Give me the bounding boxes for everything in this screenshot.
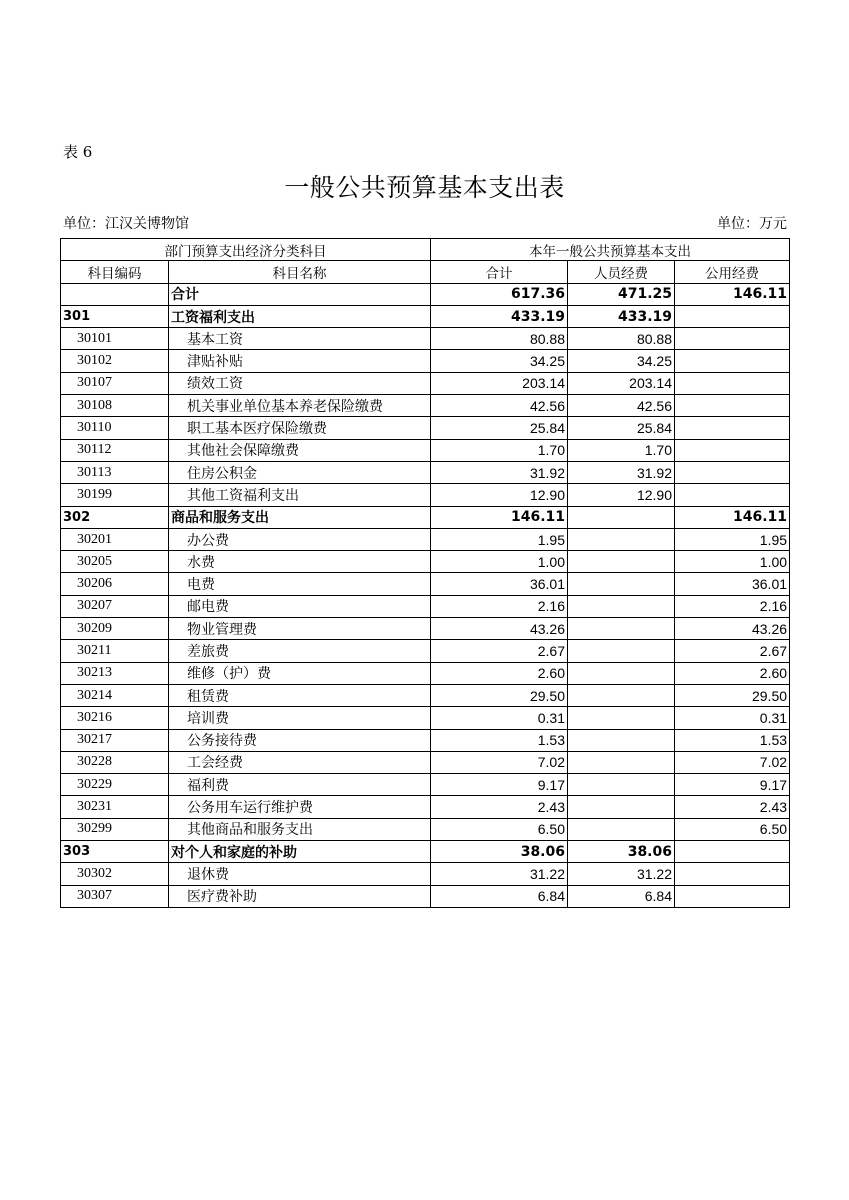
cell-name: 机关事业单位基本养老保险缴费	[169, 395, 431, 417]
table-row	[61, 461, 790, 483]
cell-code: 303	[61, 841, 169, 863]
cell-total: 2.43	[431, 796, 568, 818]
cell-name: 邮电费	[169, 595, 431, 617]
cell-name: 工会经费	[169, 751, 431, 773]
cell-total: 25.84	[431, 417, 568, 439]
cell-public	[675, 350, 790, 372]
cell-code: 30110	[61, 417, 169, 439]
cell-name: 医疗费补助	[169, 885, 431, 907]
cell-name: 退休费	[169, 863, 431, 885]
table-row	[61, 528, 790, 550]
cell-code: 30213	[61, 662, 169, 684]
table-row	[61, 506, 790, 528]
column-header-total: 合计	[431, 261, 568, 283]
table-row	[61, 751, 790, 773]
cell-personnel: 31.22	[568, 863, 675, 885]
cell-public: 1.95	[675, 528, 790, 550]
cell-public	[675, 417, 790, 439]
cell-personnel	[568, 774, 675, 796]
cell-total: 12.90	[431, 484, 568, 506]
budget-table	[60, 238, 790, 908]
cell-personnel: 1.70	[568, 439, 675, 461]
column-header-public: 公用经费	[675, 261, 790, 283]
cell-public: 7.02	[675, 751, 790, 773]
cell-total: 31.92	[431, 461, 568, 483]
cell-code: 30216	[61, 707, 169, 729]
currency-unit: 单位：万元	[717, 216, 787, 232]
cell-personnel	[568, 640, 675, 662]
table-body	[61, 283, 790, 907]
cell-total: 31.22	[431, 863, 568, 885]
table-row	[61, 774, 790, 796]
cell-personnel: 31.92	[568, 461, 675, 483]
cell-name: 商品和服务支出	[169, 506, 431, 528]
cell-code: 30207	[61, 595, 169, 617]
cell-personnel	[568, 506, 675, 528]
column-header-row	[61, 261, 790, 283]
cell-public: 0.31	[675, 707, 790, 729]
cell-public: 2.43	[675, 796, 790, 818]
cell-personnel: 12.90	[568, 484, 675, 506]
cell-name: 其他商品和服务支出	[169, 818, 431, 840]
group-header-classification: 部门预算支出经济分类科目	[61, 239, 431, 261]
cell-name: 电费	[169, 573, 431, 595]
table-row	[61, 863, 790, 885]
cell-public: 2.60	[675, 662, 790, 684]
cell-total: 34.25	[431, 350, 568, 372]
cell-code	[61, 283, 169, 305]
table-row	[61, 417, 790, 439]
cell-total: 80.88	[431, 328, 568, 350]
cell-name: 租赁费	[169, 684, 431, 706]
cell-total: 0.31	[431, 707, 568, 729]
table-row	[61, 684, 790, 706]
table-row	[61, 818, 790, 840]
cell-personnel: 34.25	[568, 350, 675, 372]
cell-code: 30299	[61, 818, 169, 840]
cell-personnel	[568, 618, 675, 640]
cell-code: 302	[61, 506, 169, 528]
cell-total: 2.16	[431, 595, 568, 617]
table-row	[61, 796, 790, 818]
cell-public: 1.53	[675, 729, 790, 751]
cell-code: 30217	[61, 729, 169, 751]
cell-code: 30113	[61, 461, 169, 483]
cell-name: 公务用车运行维护费	[169, 796, 431, 818]
cell-public: 1.00	[675, 551, 790, 573]
cell-personnel: 80.88	[568, 328, 675, 350]
cell-total: 6.84	[431, 885, 568, 907]
cell-code: 30229	[61, 774, 169, 796]
column-header-code: 科目编码	[61, 261, 169, 283]
cell-public	[675, 885, 790, 907]
cell-total: 203.14	[431, 372, 568, 394]
cell-public: 9.17	[675, 774, 790, 796]
cell-total: 1.95	[431, 528, 568, 550]
cell-public: 43.26	[675, 618, 790, 640]
cell-public	[675, 863, 790, 885]
cell-personnel: 6.84	[568, 885, 675, 907]
table-row	[61, 885, 790, 907]
table-row	[61, 551, 790, 573]
table-row	[61, 328, 790, 350]
cell-name: 培训费	[169, 707, 431, 729]
cell-personnel: 203.14	[568, 372, 675, 394]
cell-personnel	[568, 684, 675, 706]
cell-total: 2.60	[431, 662, 568, 684]
table-row	[61, 439, 790, 461]
cell-personnel: 38.06	[568, 841, 675, 863]
cell-public: 6.50	[675, 818, 790, 840]
column-header-personnel: 人员经费	[568, 261, 675, 283]
cell-code: 30211	[61, 640, 169, 662]
cell-personnel	[568, 707, 675, 729]
cell-name: 职工基本医疗保险缴费	[169, 417, 431, 439]
cell-code: 30209	[61, 618, 169, 640]
cell-public	[675, 372, 790, 394]
cell-personnel: 42.56	[568, 395, 675, 417]
cell-code: 30214	[61, 684, 169, 706]
cell-public: 2.67	[675, 640, 790, 662]
cell-code: 30228	[61, 751, 169, 773]
cell-total: 36.01	[431, 573, 568, 595]
cell-code: 30307	[61, 885, 169, 907]
table-row	[61, 640, 790, 662]
group-header-row	[61, 239, 790, 261]
table-number: 表 6	[63, 143, 93, 161]
cell-total: 38.06	[431, 841, 568, 863]
cell-name: 公务接待费	[169, 729, 431, 751]
cell-public: 146.11	[675, 506, 790, 528]
cell-total: 43.26	[431, 618, 568, 640]
cell-public	[675, 439, 790, 461]
cell-name: 合计	[169, 283, 431, 305]
table-row	[61, 707, 790, 729]
cell-name: 绩效工资	[169, 372, 431, 394]
cell-public	[675, 305, 790, 327]
cell-total: 6.50	[431, 818, 568, 840]
cell-name: 差旅费	[169, 640, 431, 662]
cell-code: 30199	[61, 484, 169, 506]
cell-name: 基本工资	[169, 328, 431, 350]
cell-name: 维修（护）费	[169, 662, 431, 684]
cell-code: 30101	[61, 328, 169, 350]
cell-code: 30108	[61, 395, 169, 417]
cell-public	[675, 328, 790, 350]
cell-code: 30107	[61, 372, 169, 394]
table-row	[61, 618, 790, 640]
cell-total: 42.56	[431, 395, 568, 417]
cell-public	[675, 395, 790, 417]
cell-public: 2.16	[675, 595, 790, 617]
cell-personnel: 471.25	[568, 283, 675, 305]
cell-name: 工资福利支出	[169, 305, 431, 327]
cell-name: 住房公积金	[169, 461, 431, 483]
cell-personnel: 433.19	[568, 305, 675, 327]
cell-public: 36.01	[675, 573, 790, 595]
cell-personnel	[568, 818, 675, 840]
table-row	[61, 484, 790, 506]
column-header-name: 科目名称	[169, 261, 431, 283]
cell-name: 物业管理费	[169, 618, 431, 640]
cell-code: 30205	[61, 551, 169, 573]
table-row	[61, 372, 790, 394]
table-row	[61, 350, 790, 372]
cell-public	[675, 461, 790, 483]
cell-public	[675, 841, 790, 863]
cell-personnel	[568, 662, 675, 684]
table-row	[61, 573, 790, 595]
cell-personnel	[568, 796, 675, 818]
cell-total: 1.00	[431, 551, 568, 573]
cell-total: 617.36	[431, 283, 568, 305]
cell-total: 146.11	[431, 506, 568, 528]
cell-name: 水费	[169, 551, 431, 573]
organization-unit: 单位：江汉关博物馆	[63, 216, 189, 232]
cell-personnel	[568, 729, 675, 751]
table-row	[61, 283, 790, 305]
cell-code: 30231	[61, 796, 169, 818]
cell-total: 1.70	[431, 439, 568, 461]
cell-code: 30112	[61, 439, 169, 461]
cell-personnel	[568, 528, 675, 550]
group-header-expenditure: 本年一般公共预算基本支出	[431, 239, 790, 261]
cell-personnel: 25.84	[568, 417, 675, 439]
table-row	[61, 841, 790, 863]
table-row	[61, 395, 790, 417]
table-row	[61, 595, 790, 617]
cell-name: 其他工资福利支出	[169, 484, 431, 506]
cell-name: 福利费	[169, 774, 431, 796]
table-row	[61, 662, 790, 684]
cell-total: 7.02	[431, 751, 568, 773]
cell-code: 30302	[61, 863, 169, 885]
table-row	[61, 729, 790, 751]
cell-code: 30102	[61, 350, 169, 372]
cell-total: 1.53	[431, 729, 568, 751]
cell-name: 其他社会保障缴费	[169, 439, 431, 461]
cell-total: 29.50	[431, 684, 568, 706]
cell-total: 9.17	[431, 774, 568, 796]
cell-code: 30206	[61, 573, 169, 595]
cell-personnel	[568, 595, 675, 617]
cell-public: 29.50	[675, 684, 790, 706]
cell-code: 301	[61, 305, 169, 327]
cell-name: 办公费	[169, 528, 431, 550]
cell-total: 433.19	[431, 305, 568, 327]
cell-personnel	[568, 751, 675, 773]
table-row	[61, 305, 790, 327]
cell-total: 2.67	[431, 640, 568, 662]
cell-public: 146.11	[675, 283, 790, 305]
cell-name: 对个人和家庭的补助	[169, 841, 431, 863]
cell-name: 津贴补贴	[169, 350, 431, 372]
cell-code: 30201	[61, 528, 169, 550]
cell-personnel	[568, 573, 675, 595]
cell-public	[675, 484, 790, 506]
page-title: 一般公共预算基本支出表	[284, 173, 565, 202]
cell-personnel	[568, 551, 675, 573]
